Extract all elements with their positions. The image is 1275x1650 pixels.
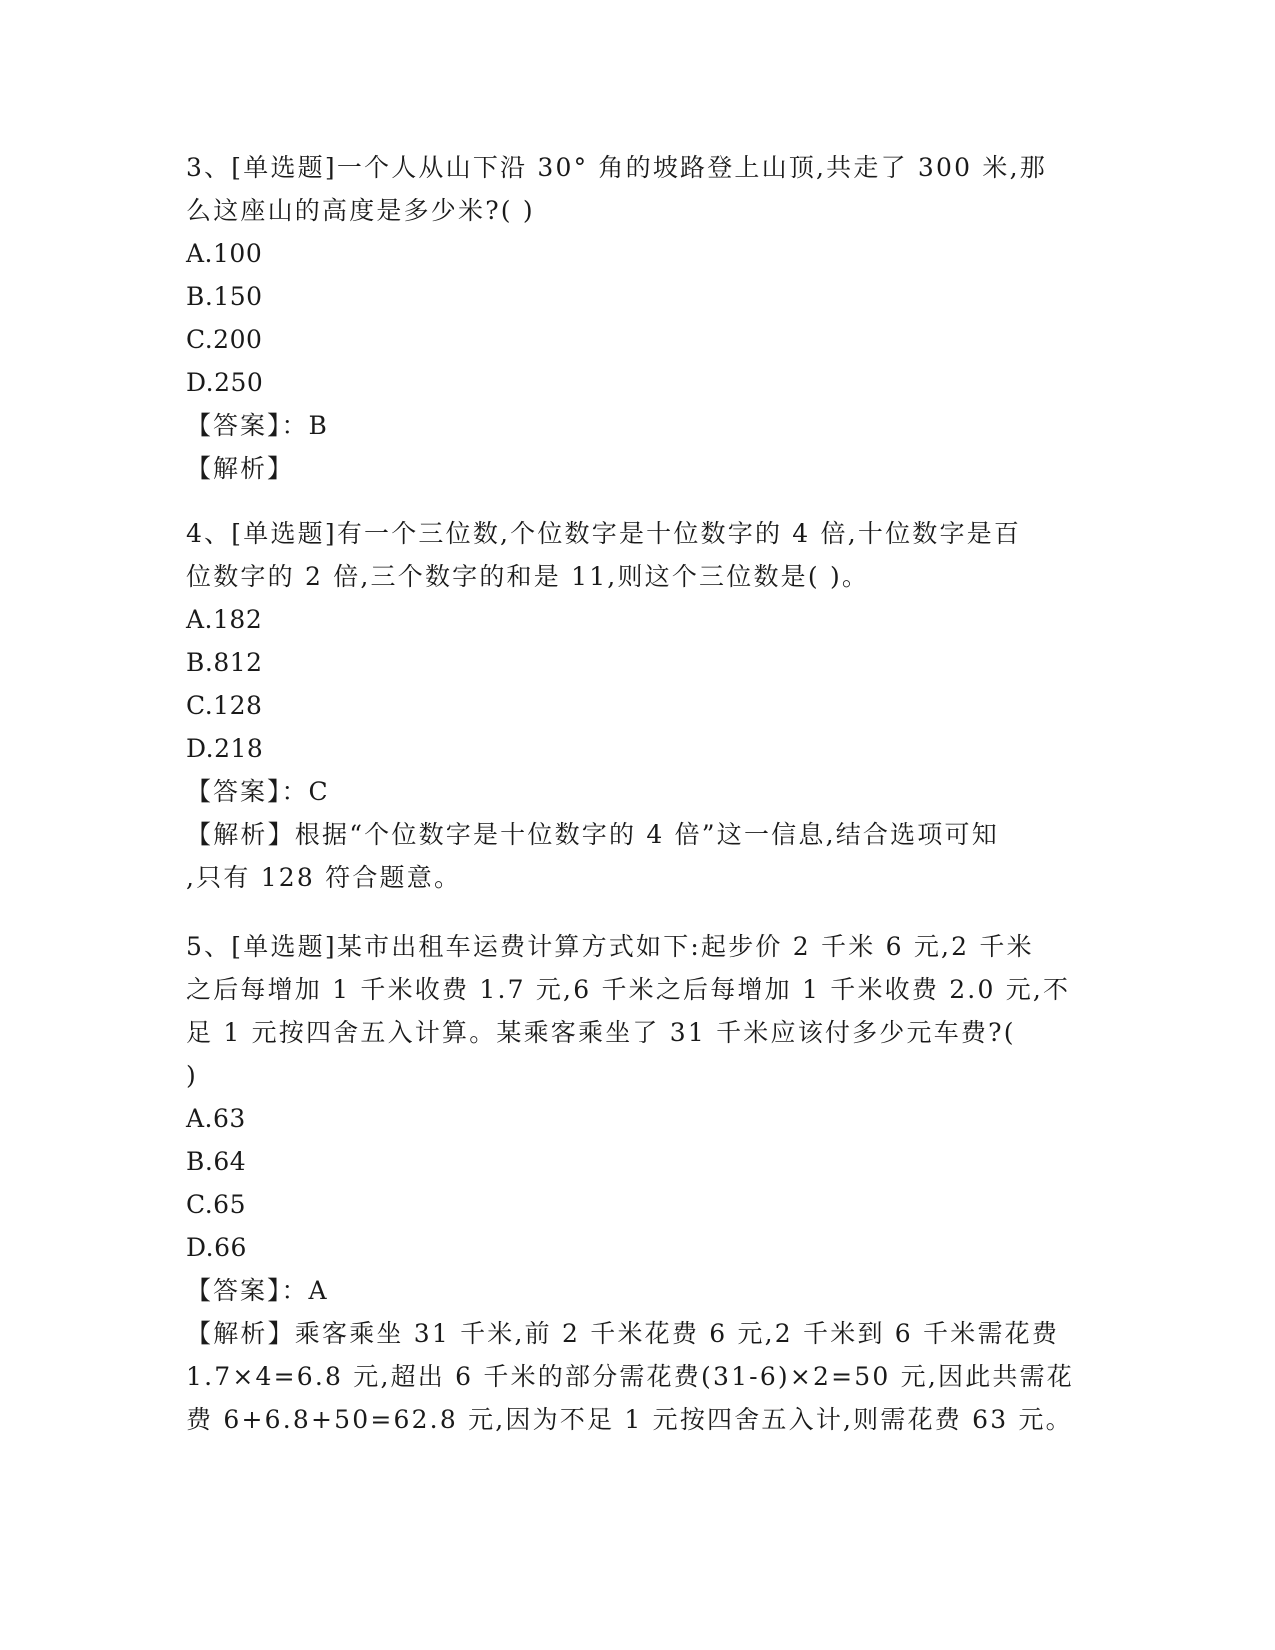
analysis-line: ,只有 128 符合题意。 xyxy=(186,863,462,892)
option-a: A.63 xyxy=(186,1104,246,1133)
analysis-line: 【解析】根据“个位数字是十位数字的 4 倍”这一信息,结合选项可知 xyxy=(186,820,999,849)
question-4 xyxy=(186,512,1086,899)
option-c: C.200 xyxy=(186,325,263,354)
option-d: D.218 xyxy=(186,734,264,763)
question-stem-line: 么这座山的高度是多少米?( ) xyxy=(186,196,535,225)
analysis-line: 费 6+6.8+50=62.8 元,因为不足 1 元按四舍五入计,则需花费 63 元。 xyxy=(186,1405,1073,1434)
option-d: D.250 xyxy=(186,368,264,397)
analysis-line: 【解析】 xyxy=(186,454,295,483)
option-d: D.66 xyxy=(186,1233,247,1262)
question-3 xyxy=(186,146,1086,490)
analysis-line: 1.7×4=6.8 元,超出 6 千米的部分需花费(31-6)×2=50 元,因此共需花 xyxy=(186,1362,1074,1391)
question-stem-line: 位数字的 2 倍,三个数字的和是 11,则这个三位数是( )。 xyxy=(186,562,870,591)
question-stem-line: 5、[单选题]某市出租车运费计算方式如下:起步价 2 千米 6 元,2 千米 xyxy=(186,932,1034,961)
question-stem-line: 之后每增加 1 千米收费 1.7 元,6 千米之后每增加 1 千米收费 2.0 元,不 xyxy=(186,975,1071,1004)
question-stem-line: 4、[单选题]有一个三位数,个位数字是十位数字的 4 倍,十位数字是百 xyxy=(186,519,1022,548)
option-a: A.100 xyxy=(186,239,263,268)
option-b: B.812 xyxy=(186,648,263,677)
option-b: B.64 xyxy=(186,1147,247,1176)
option-c: C.128 xyxy=(186,691,263,720)
question-stem-line: 足 1 元按四舍五入计算。某乘客乘坐了 31 千米应该付多少元车费?( xyxy=(186,1018,1016,1047)
analysis-line: 【解析】乘客乘坐 31 千米,前 2 千米花费 6 元,2 千米到 6 千米需花费 xyxy=(186,1319,1060,1348)
option-a: A.182 xyxy=(186,605,263,634)
question-5 xyxy=(186,925,1086,1441)
answer-label: 【答案】：C xyxy=(186,777,330,806)
question-stem-line: ) xyxy=(186,1061,198,1090)
question-stem-line: 3、[单选题]一个人从山下沿 30° 角的坡路登上山顶,共走了 300 米,那 xyxy=(186,153,1047,182)
option-b: B.150 xyxy=(186,282,263,311)
option-c: C.65 xyxy=(186,1190,246,1219)
answer-label: 【答案】：A xyxy=(186,1276,329,1305)
answer-label: 【答案】：B xyxy=(186,411,329,440)
